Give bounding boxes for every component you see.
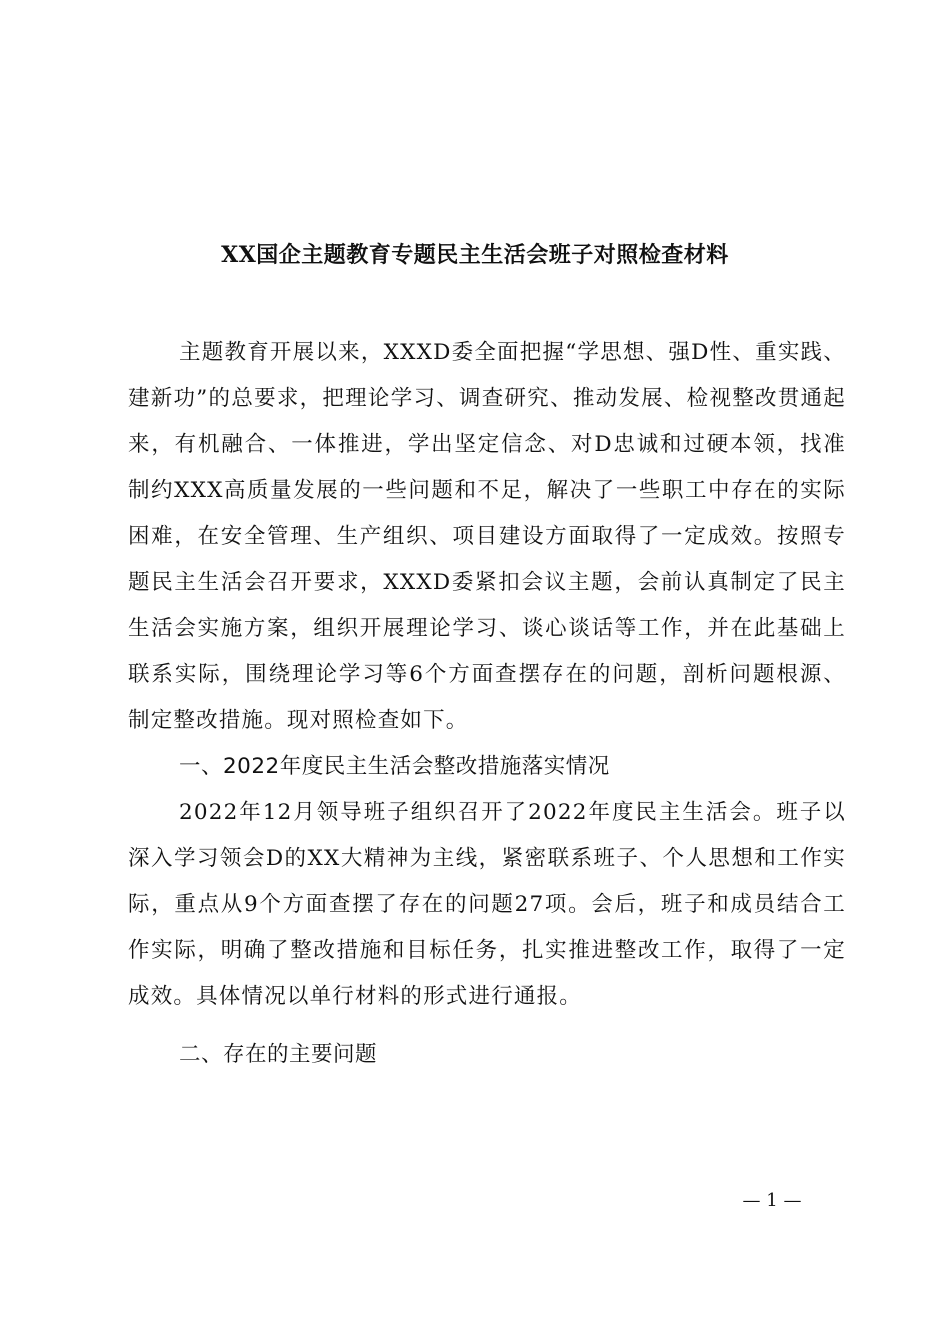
intro-paragraph: 主题教育开展以来，XXXD委全面把握“学思想、强D性、重实践、建新功”的总要求，把理论学习、调查研究、推动发展、检视整改贯通起来，有机融合、一体推进，学出坚定信念、对D忠诚和过硬本领，找准制约XXX高质量发展的一些问题和不足，解决了一些职工中存在的实际困难，在安全管理、生产组织、项目建设方面取得了一定成效。按照专题民主生活会召开要求，XXXD委紧扣会议主题，会前认真制定了民主生活会实施方案，组织开展理论学习、谈心谈话等工作，并在此基础上联系实际，围绕理论学习等6个方面查摆存在的问题，剖析问题根源、制定整改措施。现对照检查如下。 [128, 340, 846, 733]
section-heading-1: 一、2022年度民主生活会整改措施落实情况 [179, 754, 610, 779]
document-body [128, 330, 846, 1078]
document-title: XX国企主题教育专题民主生活会班子对照检查材料 [221, 242, 729, 268]
section-1-paragraph: 2022年12月领导班子组织召开了2022年度民主生活会。班子以深入学习领会D的XX大精神为主线，紧密联系班子、个人思想和工作实际，重点从9个方面查摆了存在的问题27项。会后，班子和成员结合工作实际，明确了整改措施和目标任务，扎实推进整改工作，取得了一定成效。具体情况以单行材料的形式进行通报。 [128, 800, 846, 1009]
page-number: — 1 — [742, 1190, 802, 1211]
section-heading-2: 二、存在的主要问题 [179, 1042, 378, 1067]
